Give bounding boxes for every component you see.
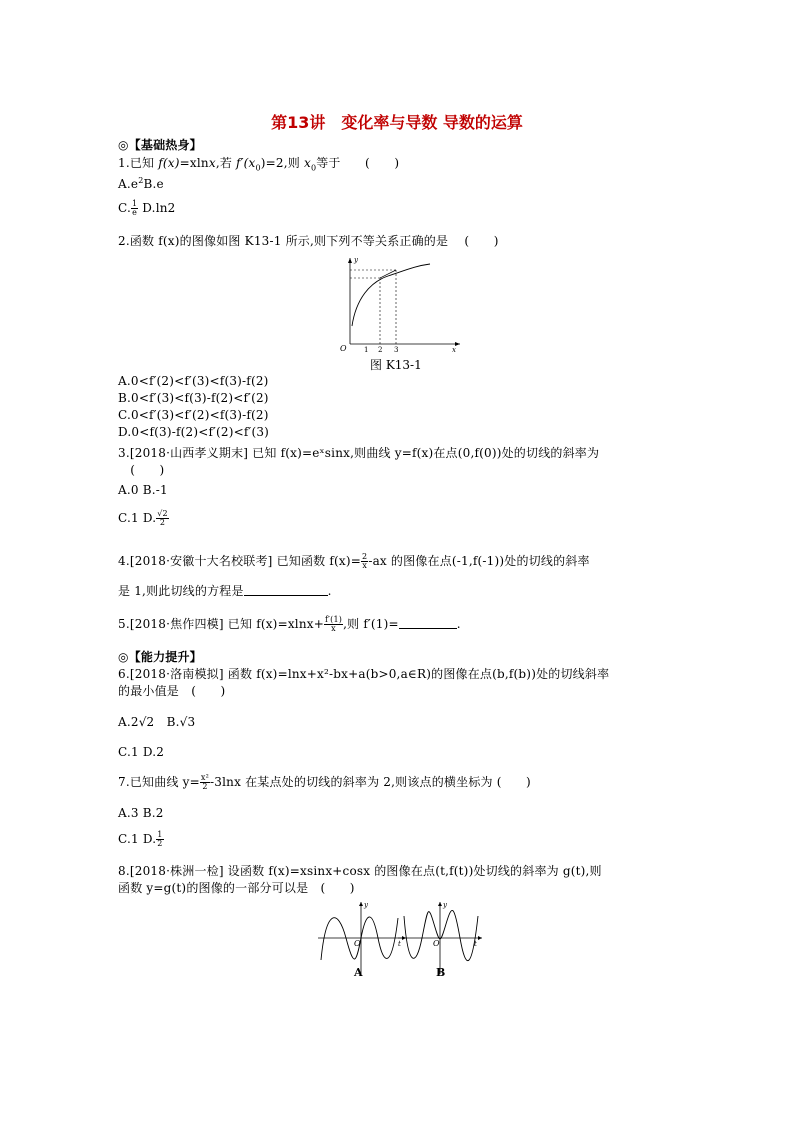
page-title: 第13讲 变化率与导数 导数的运算 [271,113,523,132]
q2-option-b: B.0<f′(3)<f(3)-f(2)<f′(2) [118,391,269,405]
q8-label-b: B [436,966,446,979]
q5-stem: 5.[2018·焦作四模] 已知 f(x)=xlnx+ $\frac{f'(1)}{x}$ ,则 f′(1)= . [118,615,461,633]
q3-fraction: $\frac{√2}{2}$ [157,509,168,527]
graph-a-t-label: t [398,940,401,948]
q2-option-a: A.0<f′(2)<f′(3)<f(3)-f(2) [118,374,269,388]
graph-b-t-label: t [474,940,477,948]
q1-options-cd: C. $\frac{1}{e}$ D.ln2 [118,199,176,217]
q6-options-cd: C.1 D.2 [118,745,165,759]
q5-answer-blank[interactable] [399,617,457,629]
q4-fraction: $\frac{2}{x}$ [362,552,368,570]
q7-options-cd: C.1 D. $\frac{1}{2}$ [118,830,163,848]
q8-stem-line1: 8.[2018·株洲一检] 设函数 f(x)=xsinx+cosx 的图像在点(t,f(t))处切线的斜率为 g(t),则 [118,864,602,878]
section-ability: ◎【能力提升】 [118,650,202,664]
q3-options-cd: C.1 D. $\frac{√2}{2}$ [118,509,168,527]
q4-answer-blank[interactable] [244,584,328,596]
section-basic: ◎【基础热身】 [118,138,202,152]
q2-option-d: D.0<f(3)-f(2)<f′(2)<f′(3) [118,425,270,439]
y-axis-arrow [348,258,352,263]
graph-a-y-label: y [364,901,368,909]
q4-stem-line2: 是 1,则此切线的方程是 . [118,584,332,598]
y-label: y [354,256,358,264]
q8-label-a: A [354,966,363,979]
q3-stem-line1: 3.[2018·山西孝义期末] 已知 f(x)=eˣsinx,则曲线 y=f(x)在点(0,f(0))处的切线的斜率为 [118,446,600,460]
q7-stem: 7.已知曲线 y= $\frac{\text{x²}}{2}$ -3lnx 在某点处的切线的斜率为 2,则该点的横坐标为 ( ) [118,773,531,791]
q1-fraction: $\frac{1}{e}$ [131,199,138,217]
q2-option-c: C.0<f′(3)<f′(2)<f(3)-f(2) [118,408,269,422]
function-curve [352,264,430,326]
q7-fraction-d: $\frac{1}{2}$ [157,830,163,848]
graph-b-y-label: y [443,901,447,909]
tick-2: 2 [378,346,383,354]
graph-b-curve [404,910,478,960]
origin-label: O [340,344,347,353]
tick-3: 3 [394,346,399,354]
q6-stem-line2: 的最小值是 ( ) [118,684,226,698]
graph-a-y-arrow [359,902,363,906]
q4-stem-line1: 4.[2018·安徽十大名校联考] 已知函数 f(x)= $\frac{2}{x}$ -ax 的图像在点(-1,f(-1))处的切线的斜率 [118,552,590,570]
q2-stem: 2.函数 f(x)的图像如图 K13-1 所示,则下列不等关系正确的是 ( ) [118,234,499,248]
q6-options-ab: A.2√2 B.√3 [118,715,196,729]
graph-b-y-arrow [438,902,442,906]
q3-stem-line2: ( ) [118,463,165,477]
q8-stem-line2: 函数 y=g(t)的图像的一部分可以是 ( ) [118,881,355,895]
graph-a-origin: O [354,939,361,948]
figure-caption: 图 K13-1 [370,358,422,372]
q8-figures [316,898,486,976]
q3-options-ab: A.0 B.-1 [118,483,168,497]
q5-fraction: $\frac{f'(1)}{x}$ [324,615,343,633]
figure-k13-1 [330,254,465,354]
graph-b-t-arrow [478,936,482,940]
q7-options-ab: A.3 B.2 [118,806,164,820]
graph-b-origin: O [433,939,440,948]
tick-1: 1 [364,346,369,354]
q1-stem: 1.已知 f(x)=xlnx,若 $f'(x_0)=2$,则 $x_0$等于 ( ) [118,156,400,173]
x-label: x [452,346,456,354]
q6-stem-line1: 6.[2018·洛南模拟] 函数 f(x)=lnx+x²-bx+a(b>0,a∈R)的图像在点(b,f(b))处的切线斜率 [118,667,610,681]
q1-options-ab: $A.e^2B.e$ [118,176,164,191]
q7-fraction: $\frac{\text{x²}}{2}$ [200,773,210,791]
